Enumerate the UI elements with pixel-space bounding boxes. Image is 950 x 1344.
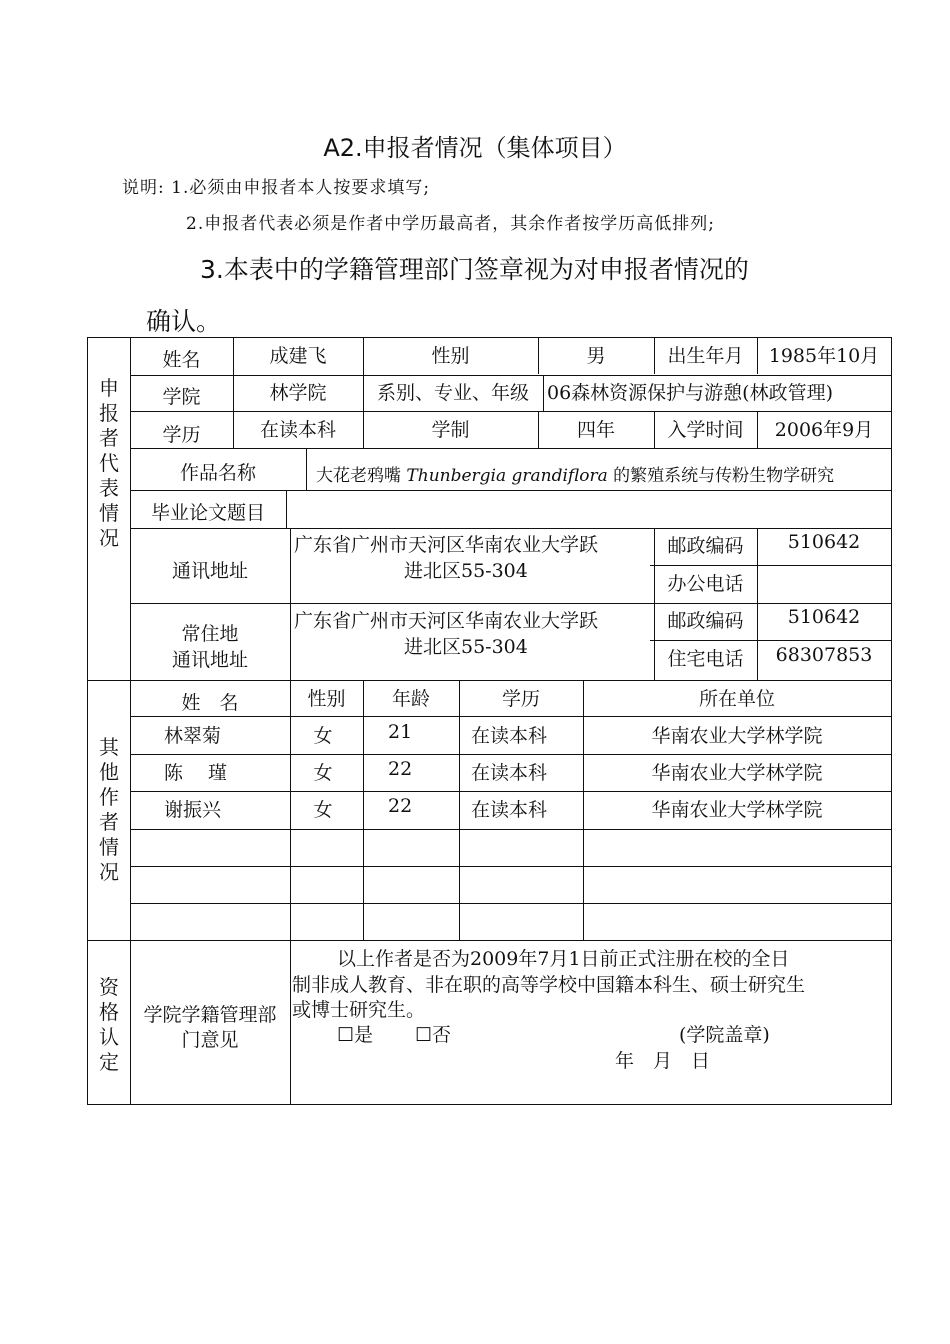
author-gender: 女 (313, 799, 333, 821)
post2-label: 邮政编码 (667, 610, 744, 632)
others-header-gender: 性别 (307, 688, 346, 710)
sign-date: 年 月 日 (615, 1050, 711, 1072)
author-gender: 女 (313, 725, 333, 747)
enroll-label: 入学时间 (667, 419, 744, 441)
qual-text-1: 以上作者是否为2009年7月1日前正式注册在校的全日 (337, 948, 790, 970)
author-unit: 华南农业大学林学院 (651, 762, 823, 784)
edu-label: 学历 (162, 424, 201, 446)
author-unit: 华南农业大学林学院 (651, 799, 823, 821)
home-line-2: 进北区55-304 (404, 636, 528, 658)
section-others-label: 其他作者情况 (99, 735, 119, 884)
mail-label: 通讯地址 (171, 560, 248, 582)
note-line-2: 2.申报者代表必须是作者中学历最高者，其余作者按学历高低排列; (186, 214, 715, 234)
author-gender: 女 (313, 762, 333, 784)
years-label: 学制 (431, 419, 470, 441)
post-label: 邮政编码 (667, 535, 744, 557)
author-unit: 华南农业大学林学院 (651, 725, 823, 747)
qual-text-3: 或博士研究生。 (292, 999, 426, 1021)
mail-line-2: 进北区55-304 (404, 560, 528, 582)
author-name: 林翠菊 (164, 725, 222, 747)
dept-label-1: 学院学籍管理部 (143, 1004, 277, 1026)
years-value: 四年 (576, 419, 615, 441)
name-label: 姓名 (162, 349, 201, 371)
others-header-edu: 学历 (501, 688, 540, 710)
others-header-age: 年龄 (391, 688, 430, 710)
home-line-1: 广东省广州市天河区华南农业大学跃 (294, 610, 599, 632)
note-line-3-cont: 确认。 (146, 307, 222, 336)
note-line-3: 3.本表中的学籍管理部门签章视为对申报者情况的 (200, 255, 749, 284)
college-value: 林学院 (269, 382, 327, 404)
edu-value: 在读本科 (259, 419, 336, 441)
gender-label: 性别 (431, 345, 470, 367)
enroll-value: 2006年9月 (774, 419, 874, 441)
homephone-value: 68307853 (775, 644, 873, 666)
office-label: 办公电话 (667, 573, 744, 595)
work-label: 作品名称 (179, 462, 256, 484)
yes-checkbox[interactable]: ☐是 (337, 1024, 374, 1046)
section-applicant-label: 申报者代表情况 (99, 376, 119, 550)
college-label: 学院 (162, 386, 201, 408)
author-age: 22 (388, 758, 413, 780)
no-checkbox[interactable]: ☐否 (415, 1024, 452, 1046)
author-age: 21 (388, 721, 413, 743)
author-name: 谢振兴 (164, 799, 222, 821)
home-label-1: 常住地 (181, 623, 239, 645)
post2-value: 510642 (787, 606, 861, 628)
birth-value: 1985年10月 (768, 345, 880, 367)
note-line-1: 说明: 1.必须由申报者本人按要求填写; (122, 178, 431, 198)
section-qualification-label: 资格认定 (99, 975, 119, 1074)
homephone-label: 住宅电话 (667, 648, 744, 670)
gender-value: 男 (586, 345, 606, 367)
others-header-unit: 所在单位 (698, 688, 775, 710)
thesis-label: 毕业论文题目 (150, 502, 265, 524)
name-value: 成建飞 (269, 345, 327, 367)
dept-label-2: 门意见 (181, 1029, 239, 1051)
major-label: 系别、专业、年级 (376, 382, 529, 404)
work-value: 大花老鸦嘴 Thunbergia grandiflora 的繁殖系统与传粉生物学研究 (316, 466, 835, 486)
post-value: 510642 (787, 531, 861, 553)
birth-label: 出生年月 (667, 345, 744, 367)
mail-line-1: 广东省广州市天河区华南农业大学跃 (294, 534, 599, 556)
major-value: 06森林资源保护与游憩(林政管理) (547, 382, 834, 404)
college-stamp: (学院盖章) (679, 1024, 770, 1046)
qual-text-2: 制非成人教育、非在职的高等学校中国籍本科生、硕士研究生 (292, 974, 806, 996)
others-header-name: 姓 名 (181, 692, 239, 714)
author-edu: 在读本科 (471, 762, 548, 784)
author-edu: 在读本科 (471, 799, 548, 821)
home-label-2: 通讯地址 (171, 649, 248, 671)
author-name: 陈 瑾 (164, 762, 228, 784)
author-age: 22 (388, 795, 413, 817)
author-edu: 在读本科 (471, 725, 548, 747)
page-title: A2.申报者情况（集体项目） (323, 134, 627, 162)
